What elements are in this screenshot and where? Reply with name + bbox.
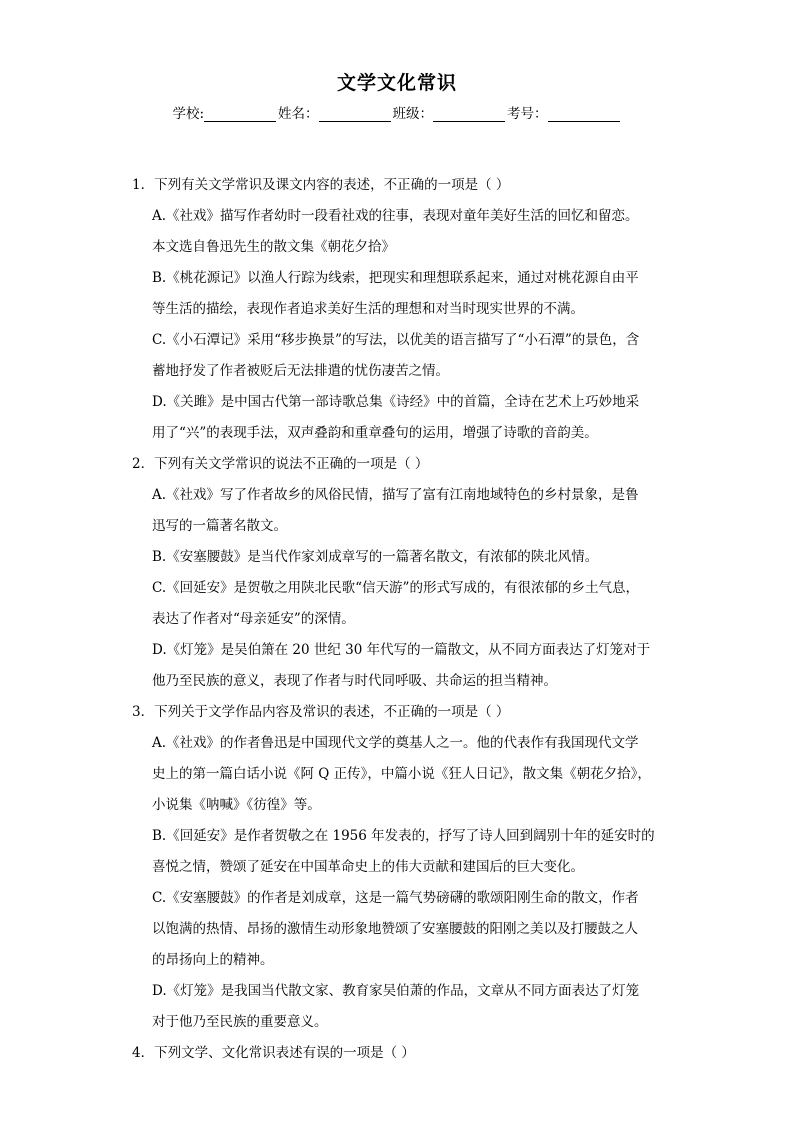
option-text-line: C.《小石潭记》采用“移步换景”的写法，以优美的语言描写了“小石潭”的景色，含 — [152, 332, 640, 348]
class-label: 班级： — [392, 106, 434, 122]
exam-number-label: 考号： — [507, 106, 548, 122]
option-text-line: B.《回延安》是作者贺敬之在 1956 年发表的，抒写了诗人回到阔别十年的延安时的 — [152, 828, 655, 844]
exam-number-blank — [548, 107, 620, 122]
option-text-line: D.《关雎》是中国古代第一部诗歌总集《诗经》中的首篇，全诗在艺术上巧妙地采 — [152, 394, 640, 410]
answer-option — [132, 728, 672, 821]
answer-option — [132, 387, 672, 449]
answer-option — [132, 325, 672, 387]
question-stem: 2．下列有关文学常识的说法不正确的一项是（ ） — [132, 456, 429, 472]
option-text-line: C.《回延安》是贺敬之用陕北民歌“信天游”的形式写成的，有很浓郁的乡土气息， — [152, 580, 639, 596]
question-stem: 3．下列关于文学作品内容及常识的表述，不正确的一项是（ ） — [132, 704, 510, 720]
option-text-line: 用了“兴”的表现手法，双声叠韵和重章叠句的运用，增强了诗歌的音韵美。 — [152, 425, 598, 441]
answer-option — [132, 573, 672, 635]
name-label: 姓名： — [278, 106, 319, 122]
option-text-line: 小说集《呐喊》《彷徨》等。 — [152, 797, 321, 813]
option-text-line: 以饱满的热情、昂扬的激情生动形象地赞颂了安塞腰鼓的阳刚之美以及打腰鼓之人 — [152, 921, 638, 937]
school-label: 学校: — [172, 106, 205, 122]
option-text-line: 他乃至民族的意义，表现了作者与时代同呼吸、共命运的担当精神。 — [152, 673, 557, 689]
student-info-line — [0, 102, 794, 122]
answer-option — [132, 201, 672, 263]
option-text-line: 喜悦之情，赞颂了延安在中国革命史上的伟大贡献和建国后的巨大变化。 — [152, 859, 584, 875]
option-text-line: 本文选自鲁迅先生的散文集《朝花夕拾》 — [152, 239, 395, 255]
question — [132, 1038, 672, 1069]
question — [132, 170, 672, 449]
option-text-line: 等生活的描绘，表现作者追求美好生活的理想和对当时现实世界的不满。 — [152, 301, 584, 317]
option-text-line: 蓄地抒发了作者被贬后无法排遣的忧伤凄苦之情。 — [152, 363, 449, 379]
option-text-line: 对于他乃至民族的重要意义。 — [152, 1014, 328, 1030]
option-text-line: D.《灯笼》是我国当代散文家、教育家吴伯萧的作品，文章从不同方面表达了灯笼 — [152, 983, 640, 999]
option-text-line: 表达了作者对“母亲延安”的深情。 — [152, 611, 355, 627]
option-text-line: B.《桃花源记》以渔人行踪为线索，把现实和理想联系起来，通过对桃花源自由平 — [152, 270, 639, 286]
option-text-line: 迅写的一篇著名散文。 — [152, 518, 287, 534]
option-text-line: 的昂扬向上的精神。 — [152, 952, 274, 968]
question-stem: 1．下列有关文学常识及课文内容的表述，不正确的一项是（ ） — [132, 177, 510, 193]
option-text-line: A.《社戏》描写作者幼时一段看社戏的往事，表现对童年美好生活的回忆和留恋。 — [152, 208, 639, 224]
answer-option — [132, 542, 672, 573]
school-blank — [204, 107, 276, 122]
class-blank — [433, 107, 505, 122]
page-title: 文学文化常识 — [336, 72, 457, 94]
option-text-line: A.《社戏》写了作者故乡的风俗民情，描写了富有江南地域特色的乡村景象，是鲁 — [152, 487, 639, 503]
question — [132, 449, 672, 697]
question-list — [132, 170, 672, 1069]
option-text-line: 史上的第一篇白话小说《阿 Q 正传》，中篇小说《狂人日记》，散文集《朝花夕拾》， — [152, 766, 651, 782]
answer-option — [132, 480, 672, 542]
answer-option — [132, 883, 672, 976]
answer-option — [132, 635, 672, 697]
option-text-line: C.《安塞腰鼓》的作者是刘成章，这是一篇气势磅礴的歌颂阳刚生命的散文，作者 — [152, 890, 639, 906]
answer-option — [132, 821, 672, 883]
question — [132, 697, 672, 1038]
option-text-line: D.《灯笼》是吴伯箫在 20 世纪 30 年代写的一篇散文，从不同方面表达了灯笼对于 — [152, 642, 651, 658]
option-text-line: B.《安塞腰鼓》是当代作家刘成章写的一篇著名散文，有浓郁的陕北风情。 — [152, 549, 599, 565]
option-text-line: A.《社戏》的作者鲁迅是中国现代文学的奠基人之一。他的代表作有我国现代文学 — [152, 735, 639, 751]
answer-option — [132, 976, 672, 1038]
name-blank — [319, 107, 391, 122]
answer-option — [132, 263, 672, 325]
question-stem: 4．下列文学、文化常识表述有误的一项是（ ） — [132, 1045, 415, 1061]
